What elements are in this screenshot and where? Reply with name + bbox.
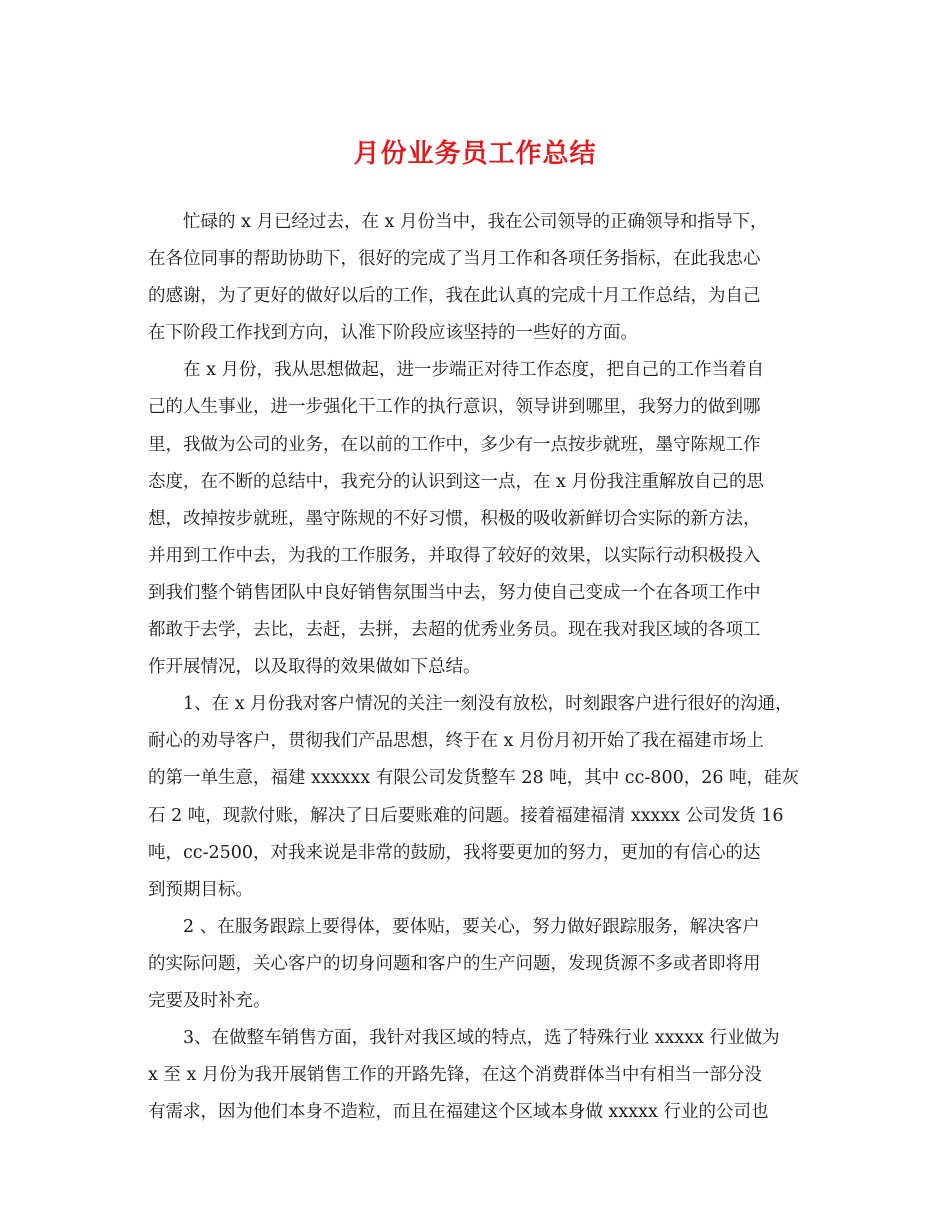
text-line: 有需求，因为他们本身不造粒，而且在福建这个区域本身做 xxxxx 行业的公司也 [148, 1102, 769, 1123]
text-line: 1、在 x 月份我对客户情况的关注一刻没有放松，时刻跟客户进行很好的沟通， [183, 694, 793, 715]
text-line: 里，我做为公司的业务，在以前的工作中，多少有一点按步就班，墨守陈规工作 [148, 434, 761, 455]
text-line: 都敢于去学，去比，去赶，去拼，去超的优秀业务员。现在我对我区域的各项工 [148, 620, 761, 641]
paragraph-5 [148, 1020, 818, 1131]
text-line: 并用到工作中去，为我的工作服务，并取得了较好的效果，以实际行动积极投入 [148, 545, 761, 566]
text-line: 忙碌的 x 月已经过去，在 x 月份当中，我在公司领导的正确领导和指导下， [183, 212, 768, 232]
text-line: 的第一单生意，福建 xxxxxx 有限公司发货整车 28 吨，其中 cc-800，26 吨，硅灰 [148, 768, 800, 789]
text-line: 到我们整个销售团队中良好销售氛围当中去，努力使自己变成一个在各项工作中 [148, 582, 761, 603]
text-line: 3、在做整车销售方面，我针对我区域的特点，选了特殊行业 xxxxx 行业做为 [183, 1028, 780, 1049]
text-line: 态度，在不断的总结中，我充分的认识到这一点，在 x 月份我注重解放自己的思 [148, 471, 764, 492]
paragraph-2 [148, 352, 818, 686]
text-line: 想，改掉按步就班，墨守陈规的不好习惯，积极的吸收新鲜切合实际的新方法， [148, 508, 761, 529]
text-line: 吨，cc-2500，对我来说是非常的鼓励，我将要更加的努力，更加的有信心的达 [148, 842, 761, 863]
text-line: 到预期目标。 [148, 879, 253, 900]
document-body [148, 204, 818, 1131]
text-line: 在下阶段工作找到方向，认准下阶段应该坚持的一些好的方面。 [148, 323, 638, 344]
text-line: 在各位同事的帮助协助下，很好的完成了当月工作和各项任务指标，在此我忠心 [148, 249, 761, 270]
paragraph-3 [148, 686, 818, 909]
paragraph-4 [148, 909, 818, 1020]
text-line: 的实际问题，关心客户的切身问题和客户的生产问题，发现货源不多或者即将用 [148, 953, 761, 974]
text-line: 己的人生事业，进一步强化干工作的执行意识，领导讲到哪里，我努力的做到哪 [148, 397, 761, 418]
text-line: 的感谢，为了更好的做好以后的工作，我在此认真的完成十月工作总结，为自己 [148, 286, 761, 307]
paragraph-1 [148, 204, 818, 352]
text-line: 完要及时补充。 [148, 990, 271, 1011]
text-line: 2 、在服务跟踪上要得体，要体贴，要关心，努力做好跟踪服务，解决客户 [183, 916, 760, 937]
text-line: 石 2 吨，现款付账，解决了日后要账难的问题。接着福建福清 xxxxx 公司发货 16 [148, 805, 784, 826]
text-line: 作开展情况，以及取得的效果做如下总结。 [148, 657, 481, 678]
document-title: 月份业务员工作总结 [353, 139, 597, 169]
text-line: x 至 x 月份为我开展销售工作的开路先锋，在这个消费群体当中有相当一部分没 [148, 1065, 762, 1086]
text-line: 耐心的劝导客户，贯彻我们产品思想，终于在 x 月份月初开始了我在福建市场上 [148, 731, 764, 752]
text-line: 在 x 月份，我从思想做起，进一步端正对待工作态度，把自己的工作当着自 [183, 360, 764, 381]
